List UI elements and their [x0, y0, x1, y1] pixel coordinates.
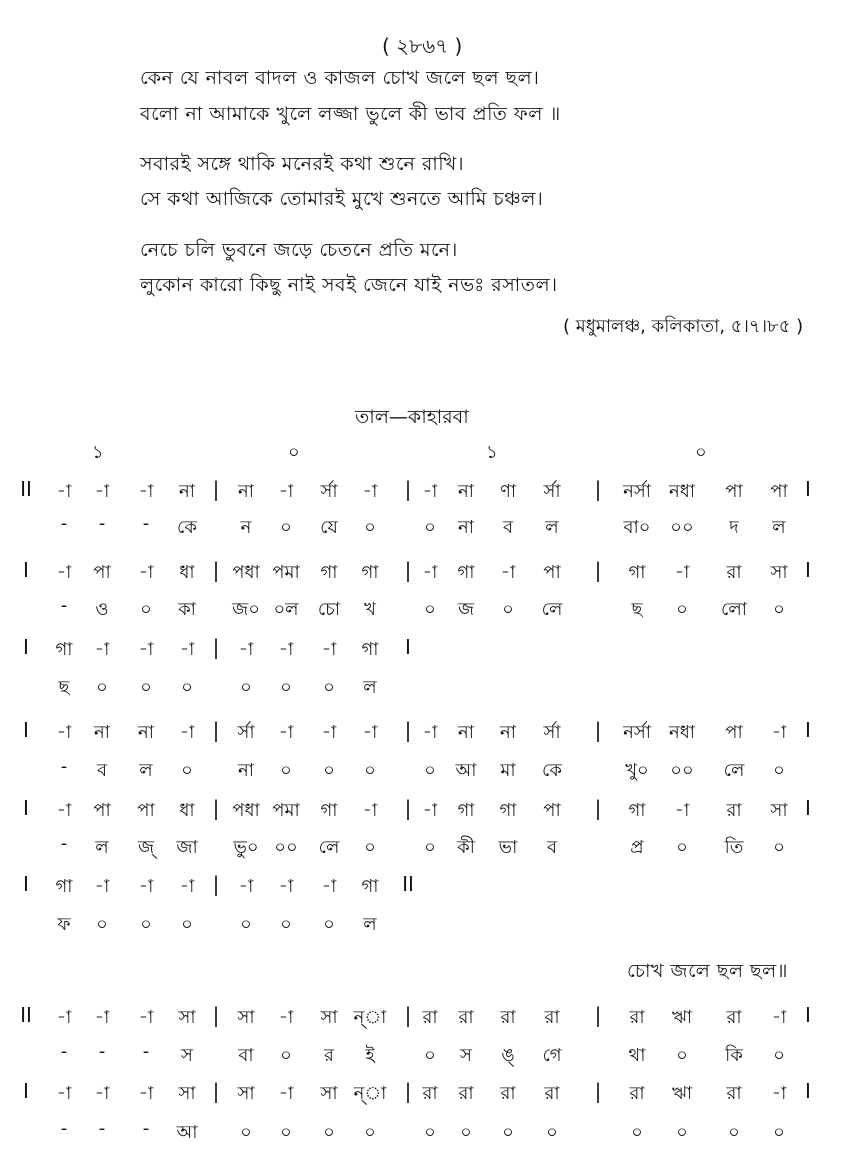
note: না — [500, 722, 516, 743]
syllable: ০ — [96, 677, 108, 698]
syllable: - — [60, 595, 68, 616]
syllable: যে — [320, 517, 338, 538]
syllable: র — [324, 1045, 334, 1066]
note: -া — [771, 1083, 787, 1104]
note: -া — [238, 876, 254, 897]
row-end-bar: II — [402, 872, 414, 896]
note: -া — [422, 722, 438, 743]
syllable: ০০ — [274, 837, 298, 858]
note: ন্া — [353, 1083, 387, 1104]
syllable: ০ — [323, 760, 335, 781]
note: গা — [628, 562, 646, 583]
note: -া — [278, 481, 294, 502]
syllable: জা — [176, 837, 198, 858]
syllable: লে — [723, 760, 745, 781]
note: রা — [544, 1083, 560, 1104]
note: গা — [320, 800, 338, 821]
note: পা — [543, 800, 561, 821]
note: সা — [178, 1007, 196, 1028]
syllable: ০ — [240, 914, 252, 935]
syllable: গে — [542, 1045, 562, 1066]
note: -া — [278, 1007, 294, 1028]
note: না — [238, 481, 254, 502]
note: -া — [138, 876, 154, 897]
note: রা — [458, 1083, 474, 1104]
note: রা — [726, 1007, 742, 1028]
syllable: ০ — [424, 599, 436, 620]
syllable: - — [98, 1118, 106, 1139]
bar-line: | — [404, 558, 412, 582]
lyric-syllable-row — [0, 756, 859, 790]
syllable: ল — [363, 914, 377, 935]
syllable: ই — [365, 1045, 375, 1066]
note: ধা — [179, 800, 195, 821]
syllable: ০ — [240, 677, 252, 698]
note: গা — [457, 800, 475, 821]
syllable: ০ — [280, 760, 292, 781]
note: ঋা — [671, 1083, 693, 1104]
note: সা — [320, 1007, 338, 1028]
syllable: লে — [541, 599, 563, 620]
note: রা — [422, 1007, 438, 1028]
note: র্সা — [543, 722, 561, 743]
syllable: ভা — [498, 837, 518, 858]
note: -া — [56, 1083, 72, 1104]
syllable: ০ — [424, 837, 436, 858]
syllable: খু০ — [625, 760, 649, 781]
swara-row — [0, 718, 859, 752]
note: গা — [320, 562, 338, 583]
note: নর্সা — [623, 481, 651, 502]
lyric-line: বলো না আমাকে খুলে লজ্জা ভুলে কী ভাব প্রতি ফল ॥ — [140, 103, 561, 125]
syllable: ০ — [460, 1122, 472, 1143]
note: না — [179, 481, 195, 502]
note: সা — [237, 1007, 255, 1028]
bar-line: | — [212, 1003, 220, 1027]
note: -া — [94, 1007, 110, 1028]
note: পধা — [232, 800, 260, 821]
syllable: ০ — [364, 1122, 376, 1143]
note: -া — [56, 722, 72, 743]
bar-line: | — [212, 635, 220, 659]
swara-row — [0, 558, 859, 592]
note: রা — [726, 1083, 742, 1104]
row-end-bar: I — [805, 477, 811, 501]
syllable: ল — [139, 760, 153, 781]
syllable: ০ — [181, 914, 193, 935]
syllable: ০ — [676, 1045, 688, 1066]
note: গা — [499, 800, 517, 821]
note: -া — [674, 562, 690, 583]
note: না — [458, 722, 474, 743]
note: পা — [725, 481, 743, 502]
lyric-syllable-row — [0, 595, 859, 629]
syllable: ০ — [631, 1122, 643, 1143]
bar-line: | — [404, 1003, 412, 1027]
syllable: - — [142, 1041, 150, 1062]
note: -া — [674, 800, 690, 821]
syllable: ভু০ — [233, 837, 259, 858]
note: -া — [179, 722, 195, 743]
row-start-bar: I — [23, 558, 29, 582]
syllable: আ — [176, 1122, 198, 1143]
syllable: ০ — [773, 1122, 785, 1143]
syllable: ব — [546, 837, 558, 858]
syllable: ল — [95, 837, 109, 858]
note: না — [94, 722, 110, 743]
note: র্সা — [237, 722, 255, 743]
note: পা — [137, 800, 155, 821]
syllable: - — [60, 833, 68, 854]
row-start-bar: I — [23, 635, 29, 659]
syllable: কে — [542, 760, 562, 781]
note: সা — [320, 1083, 338, 1104]
syllable: ০ — [364, 837, 376, 858]
note: -া — [138, 562, 154, 583]
bar-line: | — [212, 796, 220, 820]
syllable: ০ — [280, 1045, 292, 1066]
syllable: - — [60, 756, 68, 777]
row-start-bar: I — [23, 872, 29, 896]
syllable: ব — [96, 760, 108, 781]
note: -া — [94, 876, 110, 897]
syllable: ০ — [424, 760, 436, 781]
swara-row — [0, 1079, 859, 1113]
note: পা — [93, 800, 111, 821]
note: -া — [56, 562, 72, 583]
swara-row — [0, 796, 859, 830]
syllable: ন — [240, 517, 252, 538]
note: পা — [543, 562, 561, 583]
note: -া — [362, 722, 378, 743]
syllable: ০ — [280, 517, 292, 538]
note: -া — [94, 1083, 110, 1104]
syllable: ০ — [323, 914, 335, 935]
syllable: ০ — [280, 914, 292, 935]
syllable: - — [98, 1041, 106, 1062]
note: না — [458, 481, 474, 502]
bar-line: | — [404, 718, 412, 742]
syllable: ছ — [58, 677, 70, 698]
syllable: ০ — [676, 599, 688, 620]
note: গা — [457, 562, 475, 583]
note: -া — [321, 722, 337, 743]
syllable: ফ — [57, 914, 71, 935]
syllable: ব — [502, 517, 514, 538]
note: -া — [278, 1083, 294, 1104]
lyric-line: সবারই সঙ্গে থাকি মনেরই কথা শুনে রাখি। — [140, 153, 465, 175]
syllable: ০ — [676, 1122, 688, 1143]
syllable: ০ — [502, 599, 514, 620]
note: ন্া — [353, 1007, 387, 1028]
note: -া — [422, 481, 438, 502]
syllable: কে — [177, 517, 197, 538]
lyric-syllable-row — [0, 833, 859, 867]
syllable: স — [181, 1045, 193, 1066]
swara-row — [0, 477, 859, 511]
bar-line: | — [212, 477, 220, 501]
note: রা — [726, 800, 742, 821]
lyric-syllable-row — [0, 1118, 859, 1152]
lyric-syllable-row — [0, 1041, 859, 1075]
bar-line: | — [594, 1003, 602, 1027]
note: -া — [56, 800, 72, 821]
syllable: ০ — [546, 1122, 558, 1143]
note: গা — [55, 639, 73, 660]
syllable: ০ — [424, 1045, 436, 1066]
lyric-line: নেচে চলি ভুবনে জড়ে চেতনে প্রতি মনে। — [140, 239, 458, 261]
syllable: ০ল — [273, 599, 299, 620]
note: সা — [770, 800, 788, 821]
syllable: ০ — [140, 914, 152, 935]
note: না — [138, 722, 154, 743]
row-end-bar: I — [805, 1003, 811, 1027]
syllable: জ — [457, 599, 475, 620]
syllable: - — [60, 1041, 68, 1062]
note: -া — [138, 1007, 154, 1028]
syllable: বা০ — [623, 517, 651, 538]
syllable: স — [460, 1045, 472, 1066]
syllable: তি — [724, 837, 744, 858]
syllable: ০ — [240, 1122, 252, 1143]
note: নর্সা — [623, 722, 651, 743]
note: সা — [770, 562, 788, 583]
note: -া — [362, 800, 378, 821]
note: পা — [93, 562, 111, 583]
note: পমা — [272, 562, 300, 583]
syllable: ০ — [424, 1122, 436, 1143]
refrain-heading: চোখ জলে ছল ছল॥ — [627, 960, 788, 982]
row-end-bar: I — [405, 635, 411, 659]
note: গা — [361, 562, 379, 583]
bar-line: | — [404, 796, 412, 820]
note: রা — [422, 1083, 438, 1104]
swara-row — [0, 1003, 859, 1037]
note: সা — [178, 1083, 196, 1104]
note: গা — [628, 800, 646, 821]
row-start-bar: II — [20, 477, 32, 501]
note: রা — [544, 1007, 560, 1028]
row-start-bar: II — [20, 1003, 32, 1027]
syllable: ০ — [181, 760, 193, 781]
note: পধা — [232, 562, 260, 583]
note: গা — [361, 639, 379, 660]
syllable: ০ — [140, 599, 152, 620]
note: -া — [138, 481, 154, 502]
syllable: ছ — [631, 599, 643, 620]
note: রা — [629, 1007, 645, 1028]
syllable: আ — [455, 760, 477, 781]
note: -া — [278, 876, 294, 897]
syllable: ০ — [773, 1045, 785, 1066]
row-start-bar: I — [23, 1079, 29, 1103]
syllable: মা — [500, 760, 516, 781]
bar-line: | — [594, 796, 602, 820]
bar-line: | — [594, 558, 602, 582]
note: সা — [237, 1083, 255, 1104]
lyric-line: কেন যে নাবল বাদল ও কাজল চোখ জলে ছল ছল। — [140, 67, 540, 89]
note: পমা — [272, 800, 300, 821]
syllable: - — [60, 1118, 68, 1139]
lyric-syllable-row — [0, 673, 859, 707]
note: -া — [321, 876, 337, 897]
bar-line: | — [212, 718, 220, 742]
bar-line: | — [212, 872, 220, 896]
beat-marker: ০ — [288, 442, 300, 463]
row-end-bar: I — [805, 558, 811, 582]
note: র্সা — [543, 481, 561, 502]
syllable: - — [60, 513, 68, 534]
page-number: ( ২৮৬৭ ) — [382, 34, 463, 58]
note: রা — [500, 1007, 516, 1028]
bar-line: | — [594, 477, 602, 501]
syllable: - — [142, 513, 150, 534]
syllable: ০ — [140, 677, 152, 698]
note: গা — [361, 876, 379, 897]
syllable: - — [98, 513, 106, 534]
syllable: ল — [545, 517, 559, 538]
syllable: লে — [318, 837, 340, 858]
syllable: বা — [238, 1045, 254, 1066]
note: -া — [362, 481, 378, 502]
syllable: ০ — [773, 837, 785, 858]
beat-marker: ০ — [695, 442, 707, 463]
swara-row — [0, 635, 859, 669]
note: -া — [238, 639, 254, 660]
note: পা — [770, 481, 788, 502]
note: -া — [321, 639, 337, 660]
note: -া — [94, 481, 110, 502]
syllable: ০ — [773, 760, 785, 781]
lyric-syllable-row — [0, 910, 859, 944]
note: -া — [278, 639, 294, 660]
note: -া — [94, 639, 110, 660]
bar-line: | — [212, 558, 220, 582]
syllable: ও — [95, 599, 109, 620]
syllable: - — [142, 1118, 150, 1139]
syllable: চো — [317, 599, 341, 620]
syllable: ০ — [96, 914, 108, 935]
syllable: ০ — [676, 837, 688, 858]
swara-row — [0, 872, 859, 906]
note: -া — [422, 800, 438, 821]
note: ঋা — [671, 1007, 693, 1028]
syllable: ০ — [364, 517, 376, 538]
note: -া — [56, 481, 72, 502]
lyric-line: লুকোন কারো কিছু নাই সবই জেনে যাই নভঃ রসাতল। — [140, 274, 558, 296]
syllable: ০ — [773, 599, 785, 620]
note: রা — [500, 1083, 516, 1104]
syllable: জ্ — [137, 837, 155, 858]
note: -া — [771, 1007, 787, 1028]
syllable: ০ — [323, 677, 335, 698]
taal-heading: তাল—কাহারবা — [355, 406, 469, 428]
note: -া — [179, 639, 195, 660]
bar-line: | — [404, 477, 412, 501]
syllable: দ — [729, 517, 739, 538]
syllable: ০০ — [670, 760, 694, 781]
syllable: থা — [628, 1045, 646, 1066]
syllable: ০ — [424, 517, 436, 538]
bar-line: | — [594, 1079, 602, 1103]
note: পা — [725, 722, 743, 743]
note: -া — [138, 639, 154, 660]
syllable: কী — [457, 837, 475, 858]
beat-marker: ১ — [92, 442, 104, 463]
syllable: ঙ্ — [501, 1045, 515, 1066]
note: -া — [500, 562, 516, 583]
syllable: ০০ — [670, 517, 694, 538]
syllable: ০ — [364, 760, 376, 781]
note: নধা — [668, 722, 696, 743]
syllable: ০ — [728, 1122, 740, 1143]
note: -া — [278, 722, 294, 743]
source-citation: ( মধুমালঞ্চ, কলিকাতা, ৫।৭।৮৫ ) — [563, 316, 804, 337]
note: -া — [422, 562, 438, 583]
note: র্সা — [320, 481, 338, 502]
syllable: না — [458, 517, 474, 538]
row-end-bar: I — [805, 1079, 811, 1103]
syllable: প্র — [630, 837, 644, 858]
row-end-bar: I — [805, 796, 811, 820]
note: গা — [55, 876, 73, 897]
syllable: ল — [772, 517, 786, 538]
syllable: কি — [725, 1045, 743, 1066]
syllable: ০ — [280, 677, 292, 698]
syllable: ০ — [502, 1122, 514, 1143]
syllable: ল — [363, 677, 377, 698]
beat-marker: ১ — [486, 442, 498, 463]
bar-line: | — [594, 718, 602, 742]
syllable: ০ — [181, 677, 193, 698]
syllable: কা — [178, 599, 196, 620]
note: ণা — [499, 481, 517, 502]
row-start-bar: I — [23, 796, 29, 820]
syllable: ০ — [323, 1122, 335, 1143]
lyric-syllable-row — [0, 513, 859, 547]
row-start-bar: I — [23, 718, 29, 742]
note: -া — [179, 876, 195, 897]
note: -া — [56, 1007, 72, 1028]
bar-line: | — [404, 1079, 412, 1103]
bar-line: | — [212, 1079, 220, 1103]
note: রা — [726, 562, 742, 583]
note: নধা — [668, 481, 696, 502]
note: -া — [138, 1083, 154, 1104]
syllable: লো — [721, 599, 747, 620]
syllable: জ০ — [232, 599, 260, 620]
row-end-bar: I — [805, 718, 811, 742]
syllable: না — [238, 760, 254, 781]
lyric-line: সে কথা আজিকে তোমারই মুখে শুনতে আমি চঞ্চল। — [140, 188, 544, 210]
note: ধা — [179, 562, 195, 583]
syllable: ০ — [280, 1122, 292, 1143]
note: রা — [458, 1007, 474, 1028]
note: -া — [771, 722, 787, 743]
syllable: খ — [364, 599, 376, 620]
note: রা — [629, 1083, 645, 1104]
